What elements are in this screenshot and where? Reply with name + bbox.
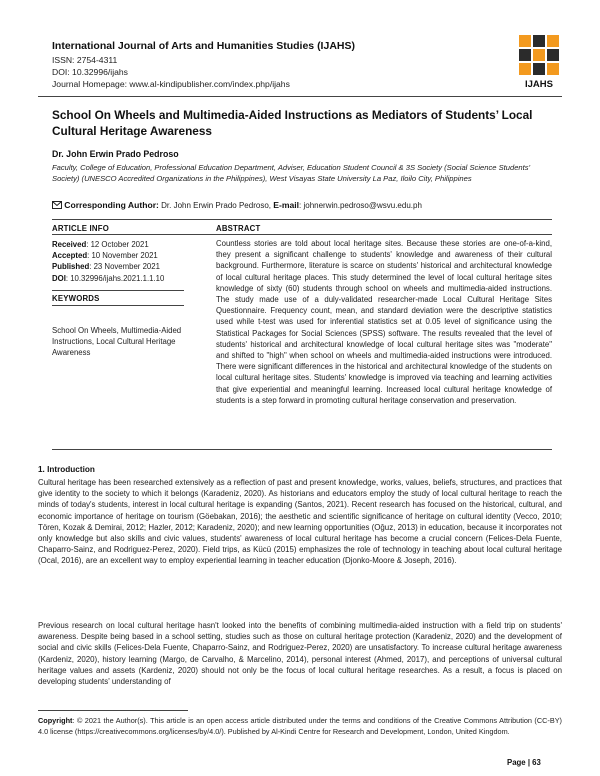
doi-label: DOI: [52, 273, 66, 283]
keywords-list: School On Wheels, Multimedia-Aided Instructions, Local Cultural Heritage Awareness: [52, 326, 182, 358]
introduction-paragraph-1: Cultural heritage has been researched extensively as a reflection of past and present knowledge, works, values, beliefs, structures, and practices that give identity to the society to which it belongs (Karadeniz, 2020). As historians and educators employ the study of local cultural heritage to reach the minds of today's students, interest in local cultural heritage is expanding (Santos, 2021). Recent research has focused on the historical, cultural, and economic importance of heritage on tourism (Göebakan, 2016); the aesthetic and scientific significance of heritage on cultural identity (Vecco, 2010; Tören, Kozak & Demirai, 2012; Hazler, 2012; Karadeniz, 2020); and new learning opportunities (Oğuz, 2013) in education, because it incorporates not only knowledge but also skills and civic values, students' awareness of local cultural heritage has become a crucial concern (Felices-Dela Fuente, Chaparro-Sainz, and Rodriguez-Perez, 2020). Field trips, as Kücü (2015) emphasizes the role of technology in teaching about local cultural heritage (Ocal, 2016), are an excellent way to employ experiential learning in teacher education (Djonko-Moore & Joseph, 2016).: [38, 478, 562, 566]
page-value: | 63: [527, 758, 541, 767]
journal-logo-icon: [517, 33, 561, 77]
introduction-paragraph-2: Previous research on local cultural heritage hasn't looked into the benefits of combining multimedia-aided instruction with a field trip on students' awareness. Despite being based in a school setting, studies such as those on cultural heritage protection (Karadeniz, 2020) and the development of social and civic skills (Felices-Dela Fuente, Chaparro-Sainz, and Rodriguez-Perez, 2020) are unsatisfactory. To increase cultural heritage awareness (Kardeniz, 2020), history learning (Margo, de Carvalho, & Marcelino, 2014), personal interest (Ahmed, 2017), and perceptions of universal cultural heritage values and assets (Kardeniz, 2020) should not only be the focus of local cultural heritage researches. As a result, a focus is placed on developing students' understanding of: [38, 621, 562, 687]
accepted-date: : 10 November 2021: [87, 251, 158, 261]
paper-title: School On Wheels and Multimedia-Aided Instructions as Mediators of Students’ Local Cultural Heritage Awareness: [52, 108, 533, 138]
introduction-heading: 1. Introduction: [38, 465, 95, 474]
keywords-heading: KEYWORDS: [52, 294, 100, 303]
article-doi[interactable]: : 10.32996/ijahs.2021.1.1.10: [65, 273, 165, 283]
received-label: Received: [52, 240, 87, 249]
received-date: : 12 October 2021: [86, 240, 149, 249]
journal-issn: ISSN: 2754-4311: [52, 55, 118, 65]
copyright-notice: [38, 716, 562, 737]
corresponding-author: [52, 200, 422, 210]
copyright-text: : © 2021 the Author(s). This article is an open access article distributed under the terms and conditions of the Creative Commons Attribution (CC-BY) 4.0 license (https://creativecommons.org/licenses/by/4.0/). Published by Al-Kindi Centre for Research and Development, London, United Kingdom.: [38, 716, 562, 736]
corresponding-label: Corresponding Author:: [64, 200, 159, 210]
email-label: E-mail: [273, 200, 300, 210]
envelope-icon: [52, 201, 62, 209]
abstract-heading: ABSTRACT: [216, 224, 261, 233]
email-address[interactable]: : johnerwin.pedroso@wsvu.edu.ph: [299, 201, 422, 210]
author-affiliation: Faculty, College of Education, Professional Education Department, Adviser, Education Student Council & 3S Society (Social Science Students’ Society) (UNESCO Accredited Organizations in the Philippines), West Visayas State University La Paz, Iloilo City, Philippines: [52, 163, 530, 183]
article-dates: [52, 239, 164, 284]
article-info-heading: ARTICLE INFO: [52, 224, 109, 233]
keywords-heading-divider: [52, 305, 184, 306]
published-label: Published: [52, 262, 90, 272]
journal-homepage[interactable]: Journal Homepage: www.al-kindipublisher.com/index.php/ijahs: [52, 79, 290, 89]
journal-doi: DOI: 10.32996/ijahs: [52, 67, 128, 77]
author-name: Dr. John Erwin Prado Pedroso: [52, 149, 179, 159]
accepted-label: Accepted: [52, 251, 88, 261]
footnote-divider: [38, 710, 188, 711]
abstract-text: Countless stories are told about local heritage sites. Because these stories are one-of-a-kind, they present a significant challenge to students' knowledge and awareness of their cultural background. Furthermore, literature is scarce on students' historical and architectural knowledge of local cultural heritage places. This study determined the level of local cultural heritage sites knowledge of sixty (60) students through school on wheels and multimedia-aided instructions. The study made use of a duly-validated researcher-made Local Cultural Heritage Sites Questionnaire. Frequency count, mean, and standard deviation were the descriptive statistics used while t-test was used for inferential statistics set at 0.05 level of significance using the Statistical Packages for Social Sciences (SPSS) software. The results revealed that the level of students' historical and architectural knowledge of local cultural heritage sites was "moderate" and shifted to "high" when school on wheels and multimedia-aided instructions were introduced. There were significant differences in the historical and architectural knowledge of the students on local cultural heritage sites. Students' knowledge is improved via teaching and learning activities that give experiential and meaningful learning. Increased local cultural heritage knowledge of students is a step forward in promoting cultural heritage conservation and preservation.: [216, 239, 552, 405]
published-date: : 23 November 2021: [89, 262, 160, 272]
copyright-label: Copyright: [38, 716, 73, 725]
keywords-top-divider: [52, 290, 184, 291]
page-label: Page: [507, 758, 526, 767]
page-number: [507, 758, 541, 767]
corresponding-name: Dr. John Erwin Prado Pedroso,: [161, 201, 271, 210]
journal-title: International Journal of Arts and Humanities Studies (IJAHS): [52, 40, 355, 52]
logo-text: IJAHS: [525, 79, 553, 90]
info-heading-divider: [52, 234, 552, 235]
info-top-divider: [52, 219, 552, 220]
header-divider: [38, 96, 562, 97]
info-bottom-divider: [52, 449, 552, 450]
